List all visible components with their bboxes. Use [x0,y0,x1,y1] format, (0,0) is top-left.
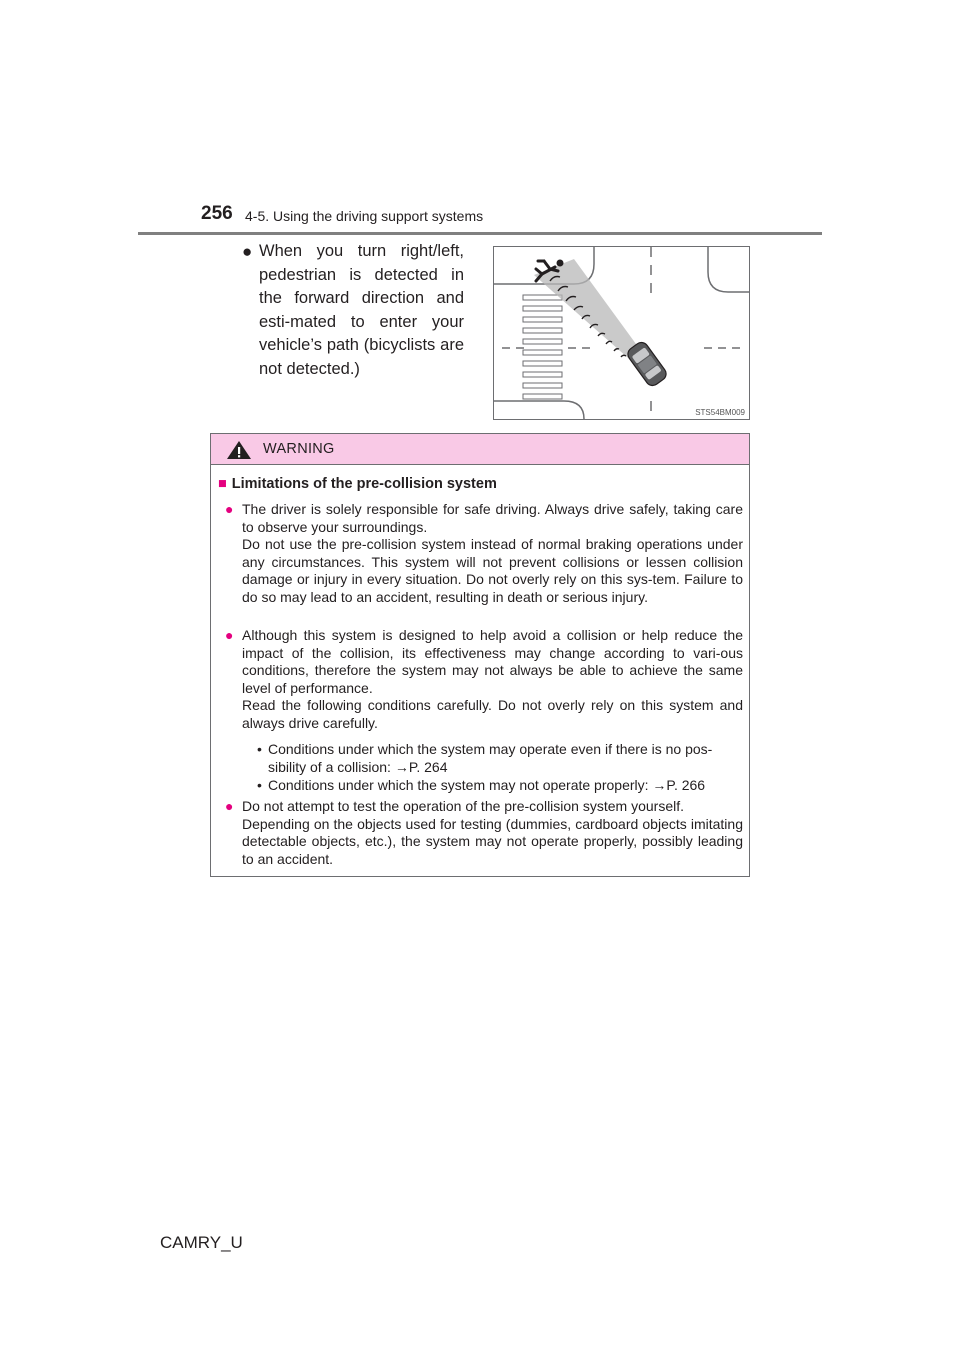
dot-bullet: • [257,777,262,793]
square-bullet-icon: ■ [218,476,227,492]
detection-beam [534,259,644,365]
warning-item-1-paragraph-2: Do not use the pre-collision system instead of normal braking operations under any circumstances. This system will not prevent collisions or lessen collision damage or injury in every situation. Do not overly rely on this sys-tem. Failure to do so may lead to an accident, resulting in death or serious injury. [242,536,743,605]
dot-bullet: • [257,741,262,757]
section-title: 4-5. Using the driving support systems [245,208,484,224]
warning-label: WARNING [263,441,335,457]
warning-item-1-paragraph-1: The driver is solely responsible for safe driving. Always drive safely, taking care to observe your surroundings. [242,501,743,535]
warning-item-3-paragraph-1: Do not attempt to test the operation of the pre-collision system yourself. [242,798,684,814]
bullet-icon: ● [225,501,234,517]
warning-item-1 [225,501,743,606]
road-corner-bottom-left [494,401,584,419]
footer-model: CAMRY_U [160,1233,243,1252]
road-corner-top-right [708,247,749,292]
bullet-icon: ● [225,798,234,814]
sub-item-1-text: Conditions under which the system may operate even if there is no pos-sibility of a collision: →P. 264 [268,741,713,775]
page-number: 256 [201,203,233,224]
warning-box [210,433,750,877]
warning-item-3-paragraph-2: Depending on the objects used for testing (dummies, cardboard objects imitating detectable objects, etc.), the system may not operate properly, possibly leading to an accident. [242,815,743,867]
sub-item-1 [257,741,743,776]
warning-item-2-paragraph-2: Read the following conditions carefully. Do not overly rely on this system and always drive carefully. [242,697,743,731]
warning-item-3 [225,798,743,868]
warning-item-2 [225,627,743,732]
sub-item-2 [257,777,743,795]
header-rule [138,232,822,235]
warning-heading: ■ Limitations of the pre-collision system [218,476,497,492]
bullet-icon: ● [242,242,253,261]
warning-item-2-paragraph-1: Although this system is designed to help avoid a collision or help reduce the impact of the collision, its effectiveness may change according to vari-ous conditions, therefore the system may not always be able to achieve the same level of performance. [242,627,743,696]
warning-header [211,434,749,465]
sub-item-2-text: Conditions under which the system may not operate properly: →P. 266 [268,777,706,793]
condition-text: When you turn right/left, pedestrian is detected in the forward direction and esti-mated to enter your vehicle’s path (bicyclists are not detected.) [259,242,464,378]
condition-item [242,240,464,381]
figure-code: STS54BM009 [695,408,745,417]
bullet-icon: ● [225,627,234,643]
intersection-illustration [494,247,749,419]
crosswalk [523,295,562,399]
illustration-figure [493,246,750,420]
warning-triangle-icon [226,440,252,460]
